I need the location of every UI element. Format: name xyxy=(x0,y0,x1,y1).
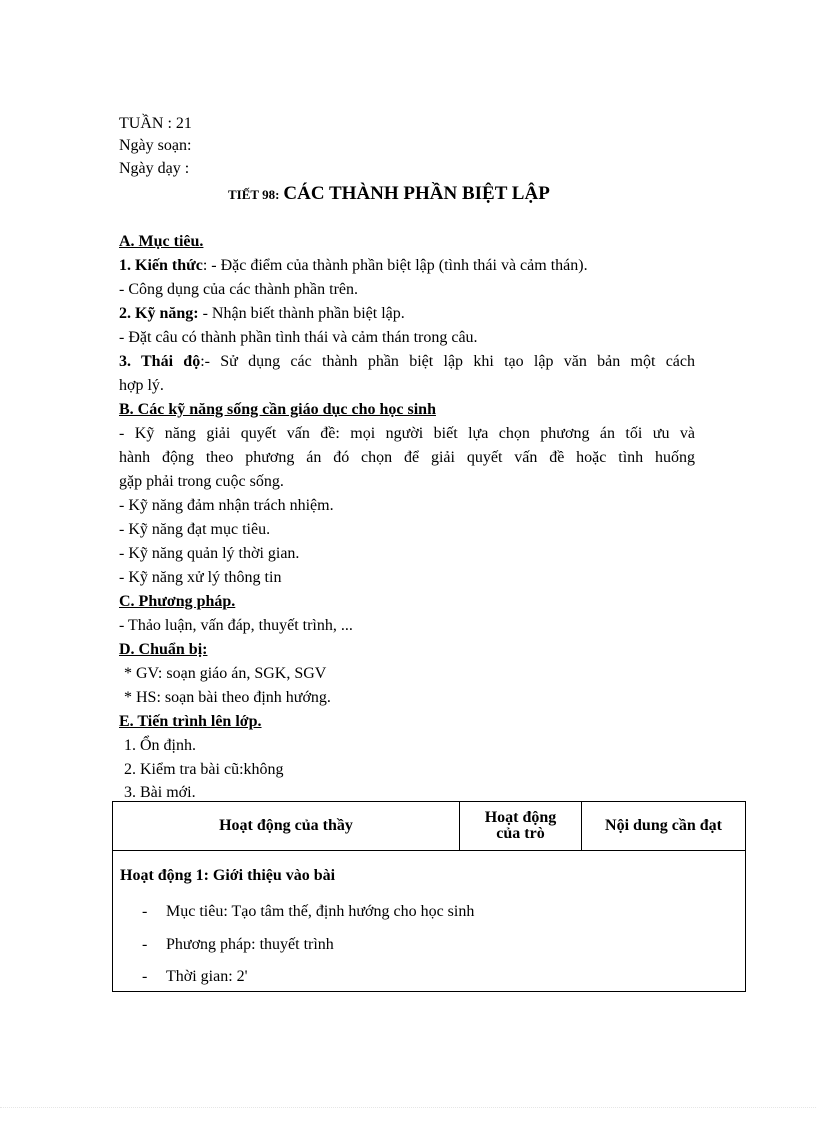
section-e-step: 1. Ổn định. xyxy=(124,737,196,754)
skills-label: 2. Kỹ năng: xyxy=(119,305,199,322)
section-d-hs: * HS: soạn bài theo định hướng. xyxy=(124,689,331,706)
bullet-dash: - xyxy=(142,968,148,985)
period-label: TIẾT 98: xyxy=(228,187,280,202)
section-b-heading: B. Các kỹ năng sống cần giáo dục cho học sinh xyxy=(119,401,436,418)
table-row xyxy=(113,851,746,992)
activity-bullet xyxy=(142,936,334,954)
section-b-line: hành động theo phương án đó chọn để giải quyết vấn đề hoặc tình huống xyxy=(119,449,695,466)
col-student-header-line2: của trò xyxy=(496,825,545,842)
attitude-label: 3. Thái độ xyxy=(119,353,201,370)
bullet-dash: - xyxy=(142,936,148,953)
section-e-step: 2. Kiểm tra bài cũ:không xyxy=(124,761,284,778)
attitude-line xyxy=(119,352,695,372)
prep-date: Ngày soạn: xyxy=(119,137,192,154)
lesson-name: CÁC THÀNH PHẦN BIỆT LẬP xyxy=(283,183,550,204)
section-e-step: 3. Bài mới. xyxy=(124,784,196,801)
knowledge-text: : - Đặc điểm của thành phần biệt lập (tình thái và cảm thán). xyxy=(202,257,588,274)
skills-line-2: - Đặt câu có thành phần tình thái và cảm thán trong câu. xyxy=(119,329,478,346)
activity-bullet xyxy=(142,903,474,921)
section-d-heading: D. Chuẩn bị: xyxy=(119,641,208,658)
activity-1-cell xyxy=(113,851,746,992)
section-b-line: - Kỹ năng đạt mục tiêu. xyxy=(119,521,271,538)
lesson-title xyxy=(228,183,550,205)
knowledge-label: 1. Kiến thức xyxy=(119,257,203,274)
table-header-row xyxy=(113,802,746,851)
section-b-line: gặp phải trong cuộc sống. xyxy=(119,473,284,490)
week-label: TUẦN : 21 xyxy=(119,115,192,132)
knowledge-line xyxy=(119,256,588,276)
col-student-header-line1: Hoạt động xyxy=(484,809,557,826)
bullet-text: Thời gian: 2' xyxy=(166,968,248,985)
section-d-gv: * GV: soạn giáo án, SGK, SGV xyxy=(124,665,327,682)
section-e-heading: E. Tiến trình lên lớp. xyxy=(119,713,262,730)
col-student-header xyxy=(460,802,582,851)
section-b-line: - Kỹ năng đảm nhận trách nhiệm. xyxy=(119,497,334,514)
section-b-line: - Kỹ năng xử lý thông tin xyxy=(119,569,282,586)
bullet-text: Phương pháp: thuyết trình xyxy=(166,936,334,953)
skills-text: - Nhận biết thành phần biệt lập. xyxy=(198,305,405,322)
activity-title: Hoạt động 1: Giới thiệu vào bài xyxy=(120,867,336,884)
skills-line xyxy=(119,304,405,324)
activity-bullet xyxy=(142,968,248,986)
section-c-heading: C. Phương pháp. xyxy=(119,593,236,610)
knowledge-line-2: - Công dụng của các thành phần trên. xyxy=(119,281,359,298)
teach-date: Ngày dạy : xyxy=(119,160,190,177)
section-c-text: - Thảo luận, vấn đáp, thuyết trình, ... xyxy=(119,617,353,634)
bullet-text: Mục tiêu: Tạo tâm thế, định hướng cho học sinh xyxy=(166,903,475,920)
section-a-heading: A. Mục tiêu. xyxy=(119,233,204,250)
col-teacher-header: Hoạt động của thầy xyxy=(113,802,460,851)
section-b-line: - Kỹ năng giải quyết vấn đề: mọi người biết lựa chọn phương án tối ưu và xyxy=(119,425,695,442)
page-bottom-divider xyxy=(0,1107,816,1108)
bullet-dash: - xyxy=(142,903,148,920)
attitude-text: :- Sử dụng các thành phần biệt lập khi tạo lập văn bản một cách xyxy=(200,353,695,370)
col-content-header: Nội dung cần đạt xyxy=(582,802,746,851)
attitude-line-2: hợp lý. xyxy=(119,377,164,394)
section-b-line: - Kỹ năng quản lý thời gian. xyxy=(119,545,300,562)
activity-table xyxy=(112,801,746,992)
